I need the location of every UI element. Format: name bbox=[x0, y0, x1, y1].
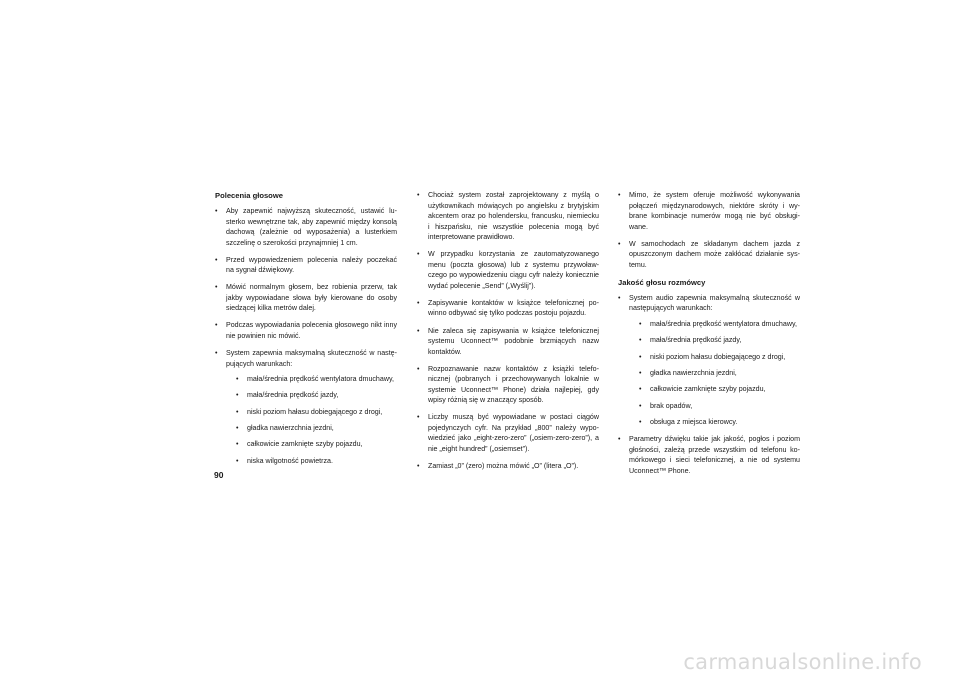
list-item: • Przed wypowiedzeniem polecenia należy poczekać na sygnał dźwiękowy. bbox=[215, 255, 397, 276]
list-item: • Nie zaleca się zapisywania w książce telefonicznej systemu Uconnect™ podobnie brzmiących nazw kontaktów. bbox=[417, 326, 599, 358]
sub-list-item: • obsługa z miejsca kierowcy. bbox=[629, 417, 800, 428]
list-item: • Mówić normalnym głosem, bez robienia przerw, tak jakby wypowiadane słowa były kierowane do osoby siedzącej kilka metrów dalej. bbox=[215, 282, 397, 314]
list-item: • Aby zapewnić najwyższą skuteczność, ustawić lusterko wewnętrzne tak, aby zapewnić między konsolą dachową (zależnie od wyposażenia) a lusterkiem szczelinę o szerokości przynajmniej 1 cm. bbox=[215, 206, 397, 248]
sub-list-item: • całkowicie zamknięte szyby pojazdu, bbox=[226, 439, 397, 450]
column-1 bbox=[215, 190, 397, 473]
voice-quality-list bbox=[618, 293, 800, 476]
page-number: 90 bbox=[214, 470, 224, 480]
sub-list-item: • gładka nawierzchnia jezdni, bbox=[226, 423, 397, 434]
column-2 bbox=[417, 190, 599, 478]
sub-list-item: • mała/średnia prędkość jazdy, bbox=[629, 335, 800, 346]
list-item: • Zamiast „0” (zero) można mówić „O” (litera „O”). bbox=[417, 461, 599, 472]
sub-list-item: • mała/średnia prędkość jazdy, bbox=[226, 390, 397, 401]
sub-list-item: • mała/średnia prędkość wentylatora dmuchawy, bbox=[226, 374, 397, 385]
list-item: • W samochodach ze składanym dachem jazda z opuszczonym dachem może zakłócać działanie systemu. bbox=[618, 239, 800, 271]
list-item bbox=[618, 293, 800, 428]
section-heading-voice-commands: Polecenia głosowe bbox=[215, 191, 283, 200]
list-item: • Mimo, że system oferuje możliwość wykonywania połączeń międzynarodowych, niektóre skróty i wybrane kombinacje numerów mogą nie być obsługiwane. bbox=[618, 190, 800, 232]
list-item: • Liczby muszą być wypowiadane w postaci ciągów pojedynczych cyfr. Na przykład „800” należy wypowiedzieć jako „eight-zero-zero” („osiem-zero-zero”), a nie „eight hundred” („osiemset”). bbox=[417, 412, 599, 454]
sub-list-item: • brak opadów, bbox=[629, 401, 800, 412]
section-heading-voice-quality: Jakość głosu rozmówcy bbox=[618, 277, 706, 287]
list-item: • W przypadku korzystania ze zautomatyzowanego menu (poczta głosowa) lub z systemu przywoławczego po wypowiedzeniu ciągu cyfr należy koniecznie wydać polecenie „Send” („Wyślij”). bbox=[417, 249, 599, 291]
sub-list-item: • gładka nawierzchnia jezdni, bbox=[629, 368, 800, 379]
conditions-list bbox=[629, 319, 800, 428]
sub-list-item: • niski poziom hałasu dobiegającego z drogi, bbox=[629, 352, 800, 363]
voice-command-tips-list bbox=[215, 206, 397, 466]
sub-list-item: • mała/średnia prędkość wentylatora dmuchawy, bbox=[629, 319, 800, 330]
list-item: • Chociaż system został zaprojektowany z myślą o użytkownikach mówiących po angielsku z brytyjskim akcentem oraz po holendersku, francusku, niemiecku i hiszpańsku, nie wszystkie polecenia mogą być interpretowane prawidłowo. bbox=[417, 190, 599, 243]
sub-list-item: • niska wilgotność powietrza. bbox=[226, 456, 397, 467]
list-item-text: System audio zapewnia maksymalną skuteczność w następujących warunkach: bbox=[629, 293, 800, 313]
voice-command-notes-list bbox=[417, 190, 599, 472]
list-item: • Zapisywanie kontaktów w książce telefonicznej powinno odbywać się tylko podczas postoju pojazdu. bbox=[417, 298, 599, 319]
list-item: • Rozpoznawanie nazw kontaktów z książki telefonicznej (pobranych i przechowywanych lokalnie w systemie Uconnect™ Phone) działa najlepiej, gdy wpisy różnią się w znaczący sposób. bbox=[417, 364, 599, 406]
conditions-list bbox=[226, 374, 397, 466]
list-item: • Podczas wypowiadania polecenia głosowego nikt inny nie powinien nic mówić. bbox=[215, 320, 397, 341]
list-item bbox=[215, 348, 397, 466]
watermark: carmanualsonline.info bbox=[683, 650, 922, 674]
list-item-text: System zapewnia maksymalną skuteczność w następujących warunkach: bbox=[226, 349, 397, 368]
system-limitations-list bbox=[618, 190, 800, 270]
sub-list-item: • niski poziom hałasu dobiegającego z drogi, bbox=[226, 407, 397, 418]
list-item: • Parametry dźwięku takie jak jakość, pogłos i poziom głośności, zależą przede wszystkim od telefonu komórkowego i sieci telefonicznej, a nie od systemu Uconnect™ Phone. bbox=[618, 434, 800, 476]
column-3 bbox=[618, 190, 800, 483]
sub-list-item: • całkowicie zamknięte szyby pojazdu, bbox=[629, 384, 800, 395]
